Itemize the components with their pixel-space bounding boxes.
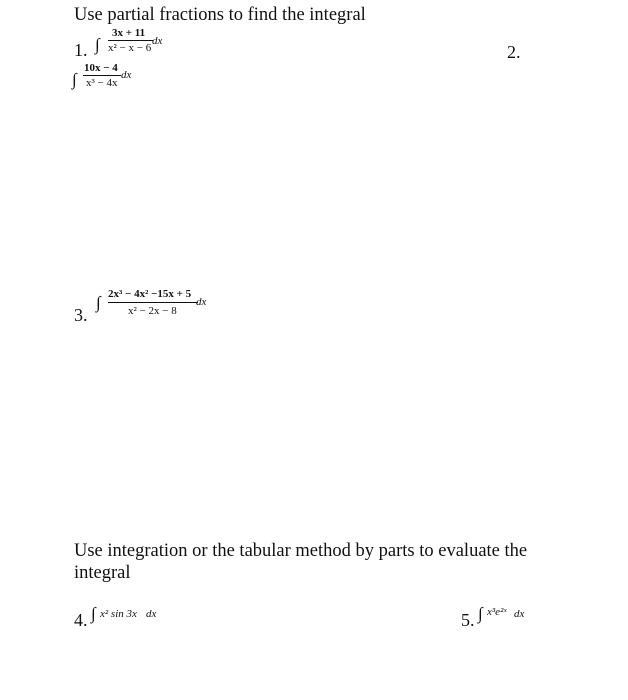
problem-1-differential: dx [152, 35, 163, 47]
problem-2-numerator: 10x − 4 [84, 62, 118, 74]
problem-1-denominator: x² − x − 6 [108, 42, 152, 54]
problem-1-number: 1. [74, 40, 88, 60]
problem-5-integral-sign: ∫ [478, 604, 483, 623]
problem-3-denominator: x² − 2x − 8 [128, 305, 177, 317]
problem-4-integrand: x² sin 3x [100, 608, 137, 620]
problem-3-fraction-bar [108, 302, 198, 303]
problem-3-differential: dx [196, 296, 207, 308]
problem-1-integral-sign: ∫ [95, 35, 100, 54]
section-heading-partial-fractions: Use partial fractions to find the integral [74, 5, 366, 25]
problem-2-number: 2. [507, 42, 521, 62]
problem-2-differential: dx [121, 69, 132, 81]
problem-3-number: 3. [74, 305, 88, 325]
problem-1-fraction-bar [108, 40, 153, 41]
problem-2-denominator: x³ − 4x [86, 77, 118, 89]
problem-3-numerator: 2x³ − 4x² −15x + 5 [108, 288, 192, 300]
problem-5-differential: dx [514, 608, 525, 620]
problem-5-number: 5. [461, 610, 475, 630]
problem-4-integral-sign: ∫ [91, 604, 96, 623]
problem-1-numerator: 3x + 11 [112, 27, 146, 39]
problem-3-integral-sign: ∫ [96, 293, 101, 312]
problem-2-fraction-bar [83, 75, 121, 76]
problem-4-differential: dx [146, 608, 157, 620]
problem-2-integral-sign: ∫ [72, 70, 77, 89]
problem-4-number: 4. [74, 610, 88, 630]
problem-5-integrand: x³e²ˣ [487, 606, 507, 618]
section-heading-integration-by-parts: Use integration or the tabular method by parts to evaluate the integral [74, 541, 528, 583]
